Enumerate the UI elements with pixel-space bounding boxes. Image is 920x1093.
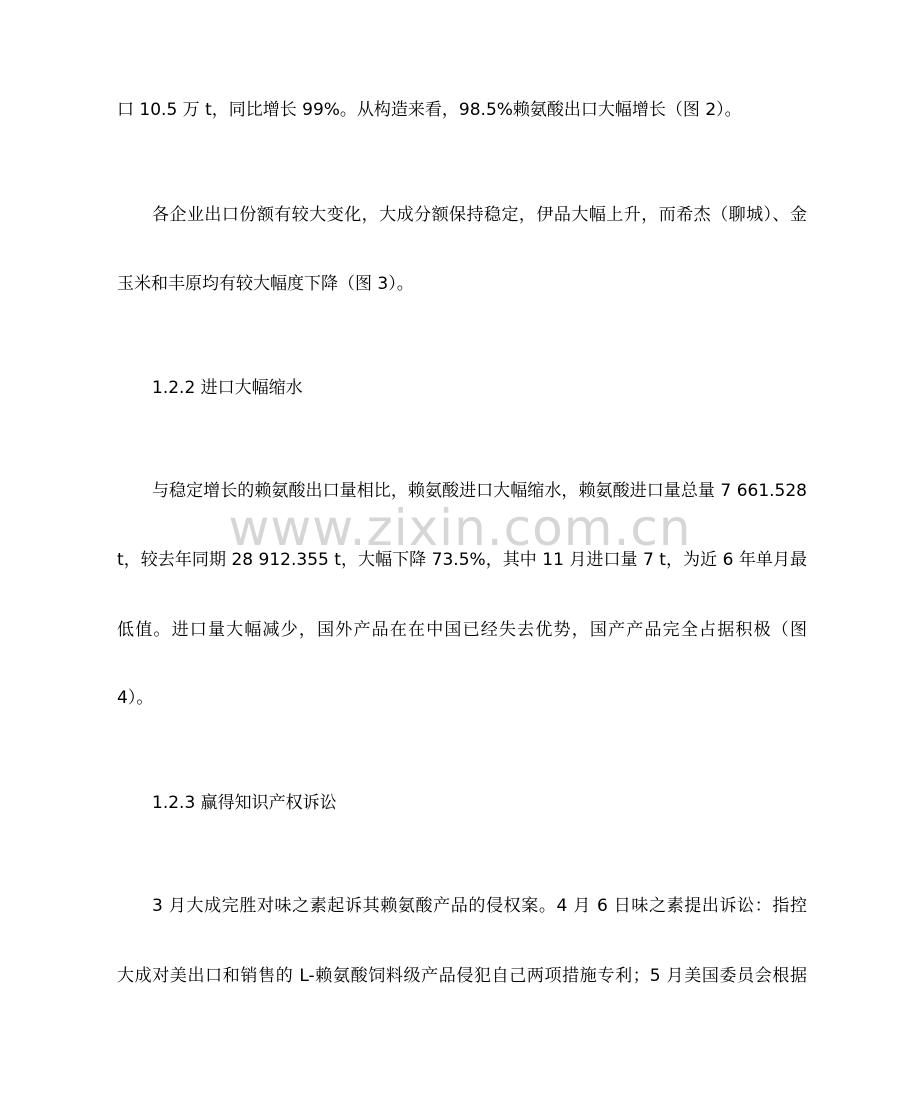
watermark: www.zixin.com.cn: [228, 499, 692, 557]
paragraph-line: 各企业出口份额有较大变化，大成分额保持稳定，伊品大幅上升，而希杰（聊城）、金: [152, 205, 807, 225]
paragraph-line: 口 10.5 万 t，同比增长 99%。从构造来看，98.5%赖氨酸出口大幅增长（图 2）。: [117, 100, 742, 120]
paragraph-line: 玉米和丰原均有较大幅度下降（图 3）。: [117, 274, 414, 294]
paragraph-line: t，较去年同期 28 912.355 t，大幅下降 73.5%，其中 11 月进口量 7 t，为近 6 年单月最: [117, 550, 807, 570]
paragraph-line: 与稳定增长的赖氨酸出口量相比，赖氨酸进口大幅缩水，赖氨酸进口量总量 7 661.528: [152, 481, 807, 501]
section-heading: 1.2.2 进口大幅缩水: [152, 378, 303, 398]
paragraph-line: 3 月大成完胜对味之素起诉其赖氨酸产品的侵权案。4 月 6 日味之素提出诉讼：指控: [152, 896, 807, 916]
paragraph-line: 低值。进口量大幅减少，国外产品在在中国已经失去优势，国产产品完全占据积极（图: [117, 620, 807, 640]
section-heading: 1.2.3 赢得知识产权诉讼: [152, 793, 337, 813]
paragraph-line: 大成对美出口和销售的 L-赖氨酸饲料级产品侵犯自己两项措施专利；5 月美国委员会根据: [117, 966, 807, 986]
paragraph-line: 4）。: [117, 688, 154, 708]
